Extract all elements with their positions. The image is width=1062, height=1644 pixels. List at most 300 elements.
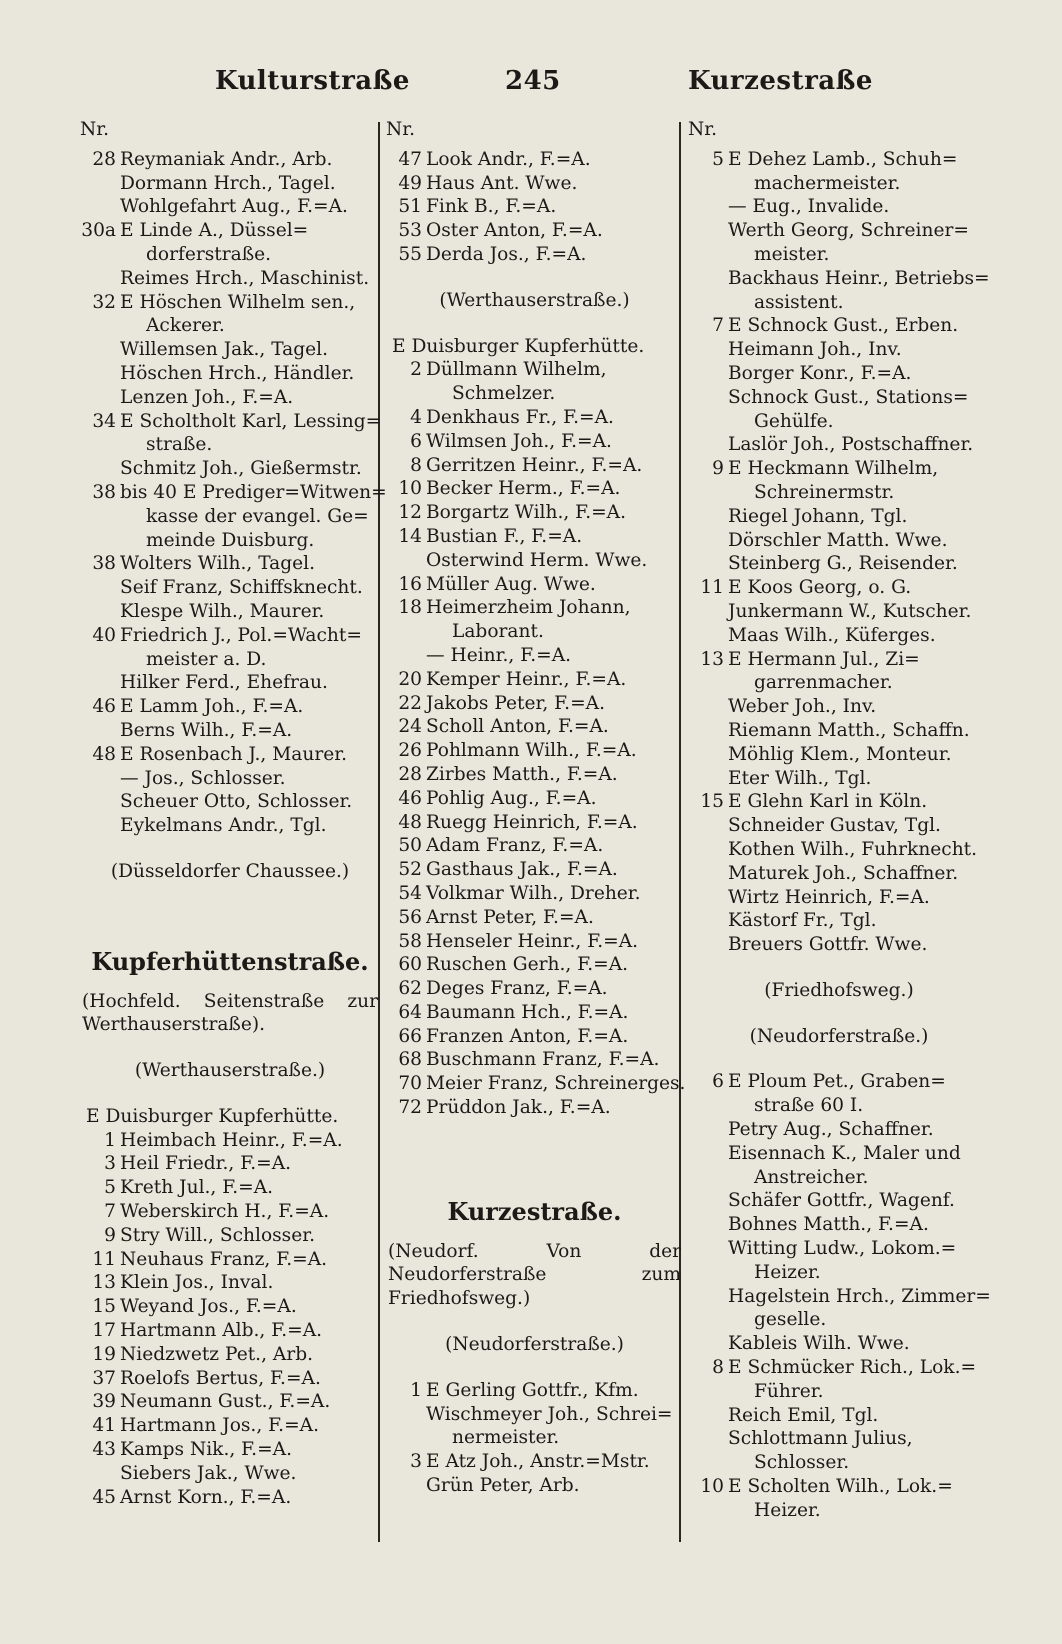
resident-text: Pohlig Aug., F.=A. (426, 787, 597, 809)
resident-text: Heimerzheim Johann, (426, 597, 631, 619)
resident-text: E Scholten Wilh., Lok.= (728, 1476, 953, 1498)
resident-text: E Schmücker Rich., Lok.= (728, 1357, 977, 1379)
resident-line: Witting Ludw., Lokom.= (728, 1238, 957, 1260)
building-owner-line: E Duisburger Kupferhütte. (392, 335, 645, 357)
resident-line: Werth Georg, Schreiner= (728, 220, 969, 242)
continuation-line: kasse der evangel. Ge= (146, 505, 369, 527)
house-number: 51 (398, 196, 422, 218)
resident-line: Höschen Hrch., Händler. (120, 362, 355, 384)
directory-entry (80, 1486, 380, 1510)
resident-text: E Hermann Jul., Zi= (728, 648, 920, 670)
house-number: 38 (92, 481, 116, 503)
house-number: 5 (104, 1177, 116, 1199)
directory-entry (688, 1070, 990, 1094)
directory-entry (688, 457, 990, 481)
resident-text: Denkhaus Fr., F.=A. (426, 406, 614, 428)
directory-entry (688, 1356, 990, 1380)
resident-text: Fink B., F.=A. (426, 196, 557, 218)
resident-text: Friedrich J., Pol.=Wacht= (120, 624, 362, 646)
house-number: 1 (104, 1129, 116, 1151)
resident-text: E Heckmann Wilhelm, (728, 458, 939, 480)
resident-text: E Rosenbach J., Maurer. (120, 743, 347, 765)
house-number: 68 (398, 1049, 422, 1071)
resident-line: Junkermann W., Kutscher. (728, 600, 972, 622)
directory-entry (386, 811, 683, 835)
resident-text: Düllmann Wilhelm, (426, 359, 607, 381)
resident-text: Deges Franz, F.=A. (426, 978, 608, 1000)
resident-text: Derda Jos., F.=A. (426, 243, 587, 265)
resident-text: Roelofs Bertus, F.=A. (120, 1367, 321, 1389)
resident-line: — Eug., Invalide. (728, 196, 890, 218)
house-number: 28 (398, 763, 422, 785)
house-number: 41 (92, 1415, 116, 1437)
house-number: 4 (410, 406, 422, 428)
house-number: 15 (700, 791, 724, 813)
directory-entry (386, 172, 683, 196)
directory-entry (386, 763, 683, 787)
directory-entry (386, 195, 683, 219)
street-section-title: Kupferhüttenstraße. (91, 946, 369, 976)
house-number: 6 (410, 430, 422, 452)
house-number: 70 (398, 1073, 422, 1095)
continuation-line: straße. (146, 434, 213, 456)
resident-line: Borger Konr., F.=A. (728, 362, 912, 384)
directory-entry (386, 834, 683, 858)
resident-text: Volkmar Wilh., Dreher. (426, 882, 641, 904)
directory-entry (386, 977, 683, 1001)
resident-text: Borgartz Wilh., F.=A. (426, 502, 627, 524)
directory-entry (386, 668, 683, 692)
resident-line: Riegel Johann, Tgl. (728, 505, 908, 527)
cross-street-label: (Friedhofsweg.) (764, 979, 914, 1001)
directory-entry (80, 1367, 380, 1391)
house-number: 24 (398, 716, 422, 738)
house-number: 1 (410, 1379, 422, 1401)
continuation-line: meinde Duisburg. (146, 529, 315, 551)
resident-text: Oster Anton, F.=A. (426, 220, 603, 242)
directory-entry (80, 1248, 380, 1272)
building-owner-line: E Duisburger Kupferhütte. (86, 1105, 339, 1127)
house-number: 2 (410, 359, 422, 381)
spacer (688, 1048, 990, 1070)
resident-text: Reymaniak Andr., Arb. (120, 148, 333, 170)
spacer (386, 1311, 683, 1333)
continuation-line: dorferstraße. (146, 243, 272, 265)
directory-entry (80, 743, 380, 767)
resident-text: Jakobs Peter, F.=A. (426, 692, 606, 714)
house-number: 48 (398, 811, 422, 833)
resident-line: Osterwind Herm. Wwe. (426, 549, 648, 571)
resident-text: E Scholtholt Karl, Lessing= (120, 410, 382, 432)
house-number: 12 (398, 502, 422, 524)
directory-entry (80, 1390, 380, 1414)
house-number: 40 (92, 624, 116, 646)
continuation-line: Heizer. (754, 1261, 821, 1283)
house-number: 13 (92, 1272, 116, 1294)
cross-street-label: (Düsseldorfer Chaussee.) (110, 860, 350, 882)
house-number: 53 (398, 220, 422, 242)
house-number: 14 (398, 525, 422, 547)
resident-line: Möhlig Klem., Monteur. (728, 743, 952, 765)
house-number: 10 (700, 1476, 724, 1498)
house-number: 22 (398, 692, 422, 714)
house-number: 5 (712, 148, 724, 170)
directory-entry (386, 1001, 683, 1025)
continuation-line: garrenmacher. (754, 672, 893, 694)
resident-text: Arnst Korn., F.=A. (120, 1486, 292, 1508)
resident-text: Meier Franz, Schreinerges. (426, 1073, 686, 1095)
continuation-line: Schmelzer. (452, 383, 556, 405)
house-number: 34 (92, 410, 116, 432)
resident-line: Dormann Hrch., Tagel. (120, 172, 336, 194)
directory-entry (80, 1414, 380, 1438)
resident-text: Arnst Peter, F.=A. (426, 906, 594, 928)
resident-line: Schmitz Joh., Gießermstr. (120, 458, 362, 480)
resident-line: Seif Franz, Schiffsknecht. (120, 577, 363, 599)
house-number: 46 (398, 787, 422, 809)
resident-line: Reich Emil, Tgl. (728, 1404, 879, 1426)
directory-entry (80, 552, 380, 576)
resident-text: Weberskirch H., F.=A. (120, 1201, 330, 1223)
resident-text: Pohlmann Wilh., F.=A. (426, 740, 637, 762)
directory-entry (386, 1025, 683, 1049)
resident-line: Steinberg G., Reisender. (728, 553, 958, 575)
directory-entry (386, 1072, 686, 1096)
directory-entry (386, 692, 683, 716)
house-number: 72 (398, 1097, 422, 1119)
resident-text: Ruegg Heinrich, F.=A. (426, 811, 638, 833)
house-number: 37 (92, 1367, 116, 1389)
spacer (386, 313, 683, 335)
directory-entry (386, 454, 683, 478)
house-number: 7 (712, 315, 724, 337)
continuation-line: Heizer. (754, 1499, 821, 1521)
street-section-title: Kurzestraße. (447, 1196, 622, 1226)
resident-line: Wischmeyer Joh., Schrei= (426, 1403, 673, 1425)
directory-entry (80, 219, 380, 243)
resident-line: Hagelstein Hrch., Zimmer= (728, 1285, 991, 1307)
house-number: 11 (92, 1248, 116, 1270)
resident-text: Bustian F., F.=A. (426, 525, 583, 547)
resident-text: bis 40 E Prediger=Witwen= (120, 481, 387, 503)
continuation-line: meister a. D. (146, 648, 267, 670)
resident-text: Baumann Hch., F.=A. (426, 1001, 629, 1023)
directory-entry (386, 953, 683, 977)
house-number: 45 (92, 1486, 116, 1508)
column-1 (80, 118, 387, 1509)
directory-entry (386, 1379, 683, 1403)
resident-line: Kothen Wilh., Fuhrknecht. (728, 838, 978, 860)
spacer (386, 1156, 683, 1192)
house-number: 10 (398, 478, 422, 500)
house-number: 38 (92, 553, 116, 575)
resident-text: Scholl Anton, F.=A. (426, 716, 609, 738)
cross-street-label: (Neudorferstraße.) (749, 1025, 929, 1047)
house-number: 13 (700, 648, 724, 670)
resident-text: Adam Franz, F.=A. (426, 835, 604, 857)
resident-text: Kamps Nik., F.=A. (120, 1439, 293, 1461)
house-number: 15 (92, 1296, 116, 1318)
house-number: 48 (92, 743, 116, 765)
nr-label: Nr. (688, 119, 718, 140)
spacer (386, 1228, 683, 1240)
resident-text: Wolters Wilh., Tagel. (120, 553, 315, 575)
resident-line: Bohnes Matth., F.=A. (728, 1214, 929, 1236)
directory-entry (386, 596, 683, 620)
house-number: 3 (410, 1451, 422, 1473)
left-running-title: Kulturstraße (215, 66, 410, 96)
resident-text: Niedzwetz Pet., Arb. (120, 1343, 314, 1365)
resident-line: Willemsen Jak., Tagel. (120, 339, 329, 361)
cross-street-label: (Werthauserstraße.) (134, 1060, 326, 1082)
house-number: 47 (398, 148, 422, 170)
house-number: 56 (398, 906, 422, 928)
resident-text: E Gerling Gottfr., Kfm. (426, 1379, 639, 1401)
house-number: 18 (398, 597, 422, 619)
continuation-line: nermeister. (452, 1427, 560, 1449)
resident-line: Dörschler Matth. Wwe. (728, 529, 948, 551)
resident-text: E Glehn Karl in Köln. (728, 791, 928, 813)
resident-line: Siebers Jak., Wwe. (120, 1462, 297, 1484)
directory-entry (688, 576, 990, 600)
resident-line: Eykelmans Andr., Tgl. (120, 815, 327, 837)
resident-text: Henseler Heinr., F.=A. (426, 930, 639, 952)
continuation-line: Schlosser. (754, 1452, 850, 1474)
directory-entry (386, 1096, 683, 1120)
house-number: 32 (92, 291, 116, 313)
resident-text: Gerritzen Heinr., F.=A. (426, 454, 643, 476)
spacer (688, 957, 990, 979)
directory-entry (386, 930, 683, 954)
page-number: 245 (505, 66, 561, 96)
directory-entry (688, 148, 990, 172)
resident-line: Weber Joh., Inv. (728, 696, 877, 718)
house-number: 50 (398, 835, 422, 857)
directory-entry (386, 477, 683, 501)
house-number: 49 (398, 172, 422, 194)
continuation-line: straße 60 I. (754, 1095, 864, 1117)
house-number: 11 (700, 577, 724, 599)
directory-entry (688, 790, 990, 814)
nr-label: Nr. (386, 119, 416, 140)
page-header (0, 66, 1062, 106)
directory-entry (386, 1048, 683, 1072)
resident-text: Heil Friedr., F.=A. (120, 1153, 292, 1175)
house-number: 60 (398, 954, 422, 976)
continuation-line: meister. (754, 243, 830, 265)
resident-line: Kableis Wilh. Wwe. (728, 1333, 910, 1355)
directory-entry (386, 430, 683, 454)
directory-entry (80, 1271, 380, 1295)
directory-entry (80, 1129, 380, 1153)
cross-street-label: (Neudorferstraße.) (445, 1334, 624, 1356)
resident-text: E Dehez Lamb., Schuh= (728, 148, 958, 170)
house-number: 3 (104, 1153, 116, 1175)
house-number: 28 (92, 148, 116, 170)
resident-text: E Lamm Joh., F.=A. (120, 696, 304, 718)
house-number: 54 (398, 882, 422, 904)
resident-text: Neumann Gust., F.=A. (120, 1391, 331, 1413)
resident-text: E Linde A., Düssel= (120, 220, 309, 242)
house-number: 8 (712, 1357, 724, 1379)
continuation-line: Schreinermstr. (754, 481, 895, 503)
resident-line: Heimann Joh., Inv. (728, 339, 902, 361)
spacer (80, 1083, 380, 1105)
continuation-line: Laborant. (452, 621, 544, 643)
resident-text: Haus Ant. Wwe. (426, 172, 578, 194)
resident-line: Schnock Gust., Stations= (728, 386, 969, 408)
resident-line: Reimes Hrch., Maschinist. (120, 267, 370, 289)
directory-entry (386, 739, 683, 763)
resident-line: Berns Wilh., F.=A. (120, 719, 293, 741)
directory-entry (80, 1343, 380, 1367)
house-number: 20 (398, 668, 422, 690)
directory-entry (386, 787, 683, 811)
directory-entry (688, 1475, 990, 1499)
directory-entry (80, 291, 380, 315)
resident-text: E Atz Joh., Anstr.=Mstr. (426, 1451, 650, 1473)
house-number: 46 (92, 696, 116, 718)
resident-line: Lenzen Joh., F.=A. (120, 386, 294, 408)
spacer (80, 1037, 380, 1059)
directory-entry (386, 501, 683, 525)
continuation-line: geselle. (754, 1309, 827, 1331)
directory-entry (386, 573, 683, 597)
directory-entry (80, 695, 380, 719)
house-number: 52 (398, 859, 422, 881)
house-number: 62 (398, 978, 422, 1000)
column-3 (688, 118, 990, 1523)
house-number: 6 (712, 1071, 724, 1093)
right-running-title: Kurzestraße (688, 66, 873, 96)
resident-line: Maas Wilh., Küferges. (728, 624, 936, 646)
continuation-line: assistent. (754, 291, 844, 313)
directory-entry (386, 906, 683, 930)
resident-line: Schäfer Gottfr., Wagenf. (728, 1190, 955, 1212)
nr-label: Nr. (80, 119, 110, 140)
resident-text: Hartmann Alb., F.=A. (120, 1320, 323, 1342)
column-2 (386, 118, 686, 1498)
house-number: 9 (712, 458, 724, 480)
street-description: (Hochfeld. Seitenstraße zur Werthauserstraße). (82, 990, 378, 1036)
spacer (80, 978, 380, 990)
resident-line: Laslör Joh., Postschaffner. (728, 434, 974, 456)
directory-entry (688, 314, 990, 338)
house-number: 16 (398, 573, 422, 595)
directory-entry (80, 1152, 380, 1176)
house-number: 8 (410, 454, 422, 476)
directory-entry (386, 858, 683, 882)
house-number: 19 (92, 1343, 116, 1365)
resident-line: Kästorf Fr., Tgl. (728, 910, 877, 932)
resident-text: Becker Herm., F.=A. (426, 478, 621, 500)
directory-entry (386, 406, 683, 430)
directory-entry (80, 1319, 380, 1343)
resident-text: E Koos Georg, o. G. (728, 577, 912, 599)
resident-text: Hartmann Jos., F.=A. (120, 1415, 319, 1437)
house-number: 9 (104, 1224, 116, 1246)
resident-line: Wohlgefahrt Aug., F.=A. (120, 196, 348, 218)
resident-line: Riemann Matth., Schaffn. (728, 719, 970, 741)
resident-text: Kreth Jul., F.=A. (120, 1177, 274, 1199)
house-number: 7 (104, 1201, 116, 1223)
house-number: 30a (81, 220, 116, 242)
directory-entry (80, 1176, 380, 1200)
directory-entry (80, 410, 380, 434)
spacer (80, 838, 380, 860)
resident-line: Scheuer Otto, Schlosser. (120, 791, 353, 813)
spacer (386, 267, 683, 289)
resident-text: Gasthaus Jak., F.=A. (426, 859, 618, 881)
resident-line: Wirtz Heinrich, F.=A. (728, 886, 930, 908)
continuation-line: Anstreicher. (754, 1166, 869, 1188)
resident-text: Ruschen Gerh., F.=A. (426, 954, 629, 976)
resident-text: Müller Aug. Wwe. (426, 573, 596, 595)
directory-entry (80, 1295, 380, 1319)
directory-entry (386, 219, 683, 243)
resident-text: Neuhaus Franz, F.=A. (120, 1248, 328, 1270)
continuation-line: machermeister. (754, 172, 901, 194)
directory-entry (386, 1450, 683, 1474)
resident-text: Wilmsen Joh., F.=A. (426, 430, 612, 452)
directory-entry (386, 525, 683, 549)
directory-entry (80, 624, 380, 648)
resident-text: Zirbes Matth., F.=A. (426, 763, 618, 785)
directory-entry (80, 148, 380, 172)
house-number: 17 (92, 1320, 116, 1342)
resident-line: Klespe Wilh., Maurer. (120, 600, 325, 622)
resident-line: Petry Aug., Schaffner. (728, 1119, 934, 1141)
resident-line: Eisennach K., Maler und (728, 1142, 961, 1164)
resident-line: — Jos., Schlosser. (120, 767, 286, 789)
directory-entry (386, 715, 683, 739)
resident-text: Buschmann Franz, F.=A. (426, 1049, 660, 1071)
continuation-line: Führer. (754, 1380, 824, 1402)
resident-text: E Höschen Wilhelm sen., (120, 291, 356, 313)
directory-entry (80, 481, 387, 505)
spacer (688, 1003, 990, 1025)
resident-line: Eter Wilh., Tgl. (728, 767, 872, 789)
directory-entry (386, 882, 683, 906)
resident-text: Heimbach Heinr., F.=A. (120, 1129, 343, 1151)
resident-line: Schlottmann Julius, (728, 1428, 913, 1450)
resident-text: Klein Jos., Inval. (120, 1272, 274, 1294)
directory-entry (80, 1200, 380, 1224)
house-number: 66 (398, 1025, 422, 1047)
house-number: 39 (92, 1391, 116, 1413)
resident-line: Grün Peter, Arb. (426, 1475, 580, 1497)
resident-text: Prüddon Jak., F.=A. (426, 1097, 611, 1119)
resident-line: Hilker Ferd., Ehefrau. (120, 672, 328, 694)
house-number: 26 (398, 740, 422, 762)
resident-text: Kemper Heinr., F.=A. (426, 668, 627, 690)
house-number: 55 (398, 243, 422, 265)
continuation-line: Ackerer. (146, 315, 225, 337)
directory-entry (80, 1224, 380, 1248)
directory-entry (386, 358, 683, 382)
resident-line: Maturek Joh., Schaffner. (728, 862, 959, 884)
directory-entry (386, 243, 683, 267)
house-number: 64 (398, 1001, 422, 1023)
resident-line: — Heinr., F.=A. (426, 644, 572, 666)
resident-text: E Schnock Gust., Erben. (728, 315, 959, 337)
spacer (386, 1120, 683, 1156)
spacer (80, 920, 380, 942)
cross-street-label: (Werthauserstraße.) (439, 289, 630, 311)
resident-text: Franzen Anton, F.=A. (426, 1025, 629, 1047)
resident-line: Schneider Gustav, Tgl. (728, 815, 941, 837)
directory-entry (386, 148, 683, 172)
